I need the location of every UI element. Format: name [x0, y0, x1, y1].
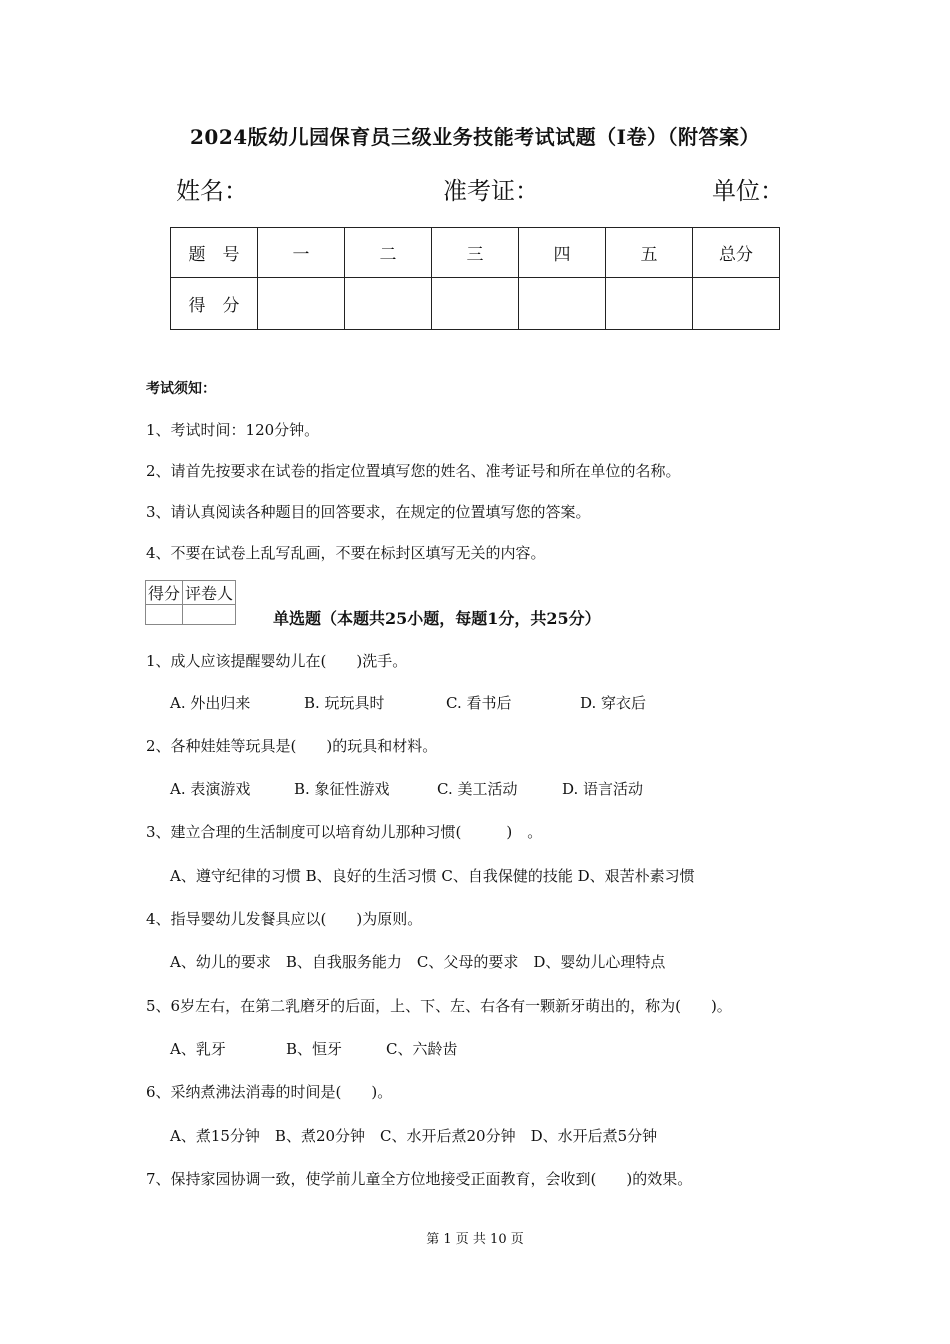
question-2: 2、各种娃娃等玩具是( )的玩具和材料。 — [146, 737, 438, 755]
option-c[interactable]: C. 美工活动 — [437, 780, 518, 798]
score-input-cell[interactable] — [258, 278, 345, 330]
grader-score-cell[interactable] — [146, 605, 183, 625]
question-2-options — [170, 778, 643, 799]
question-1-options — [170, 692, 646, 713]
score-input-cell[interactable] — [519, 278, 606, 330]
score-table-cell: 五 — [606, 228, 693, 278]
score-row-label: 得 分 — [171, 278, 258, 330]
score-table-cell: 三 — [432, 228, 519, 278]
question-3: 3、建立合理的生活制度可以培育幼儿那种习惯( ) 。 — [146, 823, 543, 841]
score-table-header-row — [171, 228, 780, 278]
option-a[interactable]: A、乳牙 — [170, 1040, 226, 1058]
grader-name-label: 评卷人 — [183, 581, 236, 605]
score-input-cell[interactable] — [606, 278, 693, 330]
option-c[interactable]: C. 看书后 — [446, 694, 512, 712]
question-5-options — [170, 1038, 457, 1059]
score-table-cell: 题 号 — [171, 228, 258, 278]
option-d[interactable]: D. 语言活动 — [562, 780, 644, 798]
question-6: 6、采纳煮沸法消毒的时间是( )。 — [146, 1083, 393, 1101]
notice-item: 2、请首先按要求在试卷的指定位置填写您的姓名、准考证号和所在单位的名称。 — [146, 462, 681, 480]
notice-item: 3、请认真阅读各种题目的回答要求，在规定的位置填写您的答案。 — [146, 503, 591, 521]
question-5: 5、6岁左右，在第二乳磨牙的后面，上、下、左、右各有一颗新牙萌出的，称为( )。 — [146, 997, 732, 1015]
question-4: 4、指导婴幼儿发餐具应以( )为原则。 — [146, 910, 423, 928]
option-a[interactable]: A. 表演游戏 — [170, 780, 251, 798]
page-footer: 第 1 页 共 10 页 — [426, 1232, 524, 1247]
score-table-cell: 总分 — [693, 228, 780, 278]
question-6-options[interactable]: A、煮15分钟 B、煮20分钟 C、水开后煮20分钟 D、水开后煮5分钟 — [170, 1127, 658, 1145]
score-input-cell[interactable] — [693, 278, 780, 330]
grader-box — [145, 580, 236, 625]
score-table-cell: 四 — [519, 228, 606, 278]
score-table-cell: 一 — [258, 228, 345, 278]
score-input-cell[interactable] — [432, 278, 519, 330]
name-label: 姓名： — [176, 177, 248, 205]
grader-name-cell[interactable] — [183, 605, 236, 625]
option-d[interactable]: D. 穿衣后 — [580, 694, 647, 712]
notice-item: 1、考试时间：120分钟。 — [146, 421, 320, 439]
option-a[interactable]: A. 外出归来 — [170, 694, 251, 712]
exam-id-label: 准考证： — [443, 177, 539, 205]
score-table — [170, 227, 780, 330]
score-input-cell[interactable] — [345, 278, 432, 330]
page-title: 2024版幼儿园保育员三级业务技能考试试题（I卷）（附答案） — [189, 125, 761, 149]
option-c[interactable]: C、六龄齿 — [386, 1040, 458, 1058]
score-table-cell: 二 — [345, 228, 432, 278]
question-4-options[interactable]: A、幼儿的要求 B、自我服务能力 C、父母的要求 D、婴幼儿心理特点 — [170, 953, 666, 971]
notice-heading: 考试须知： — [146, 381, 216, 397]
question-7: 7、保持家园协调一致，使学前儿童全方位地接受正面教育，会收到( )的效果。 — [146, 1170, 693, 1188]
option-b[interactable]: B、恒牙 — [286, 1040, 343, 1058]
option-b[interactable]: B. 玩玩具时 — [304, 694, 385, 712]
question-3-options[interactable]: A、遵守纪律的习惯 B、良好的生活习惯 C、自我保健的技能 D、艰苦朴素习惯 — [170, 867, 695, 885]
grader-score-label: 得分 — [146, 581, 183, 605]
section-title: 单选题（本题共25小题，每题1分，共25分） — [273, 609, 601, 628]
unit-label: 单位： — [712, 177, 784, 205]
option-b[interactable]: B. 象征性游戏 — [294, 780, 390, 798]
question-1: 1、成人应该提醒婴幼儿在( )洗手。 — [146, 652, 408, 670]
score-table-score-row — [171, 278, 780, 330]
notice-item: 4、不要在试卷上乱写乱画，不要在标封区填写无关的内容。 — [146, 544, 546, 562]
